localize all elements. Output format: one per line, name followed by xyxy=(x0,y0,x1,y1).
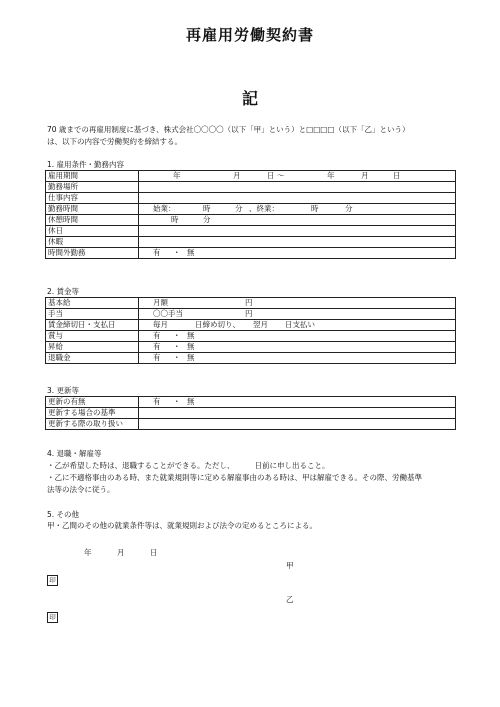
value-part: 有 xyxy=(153,342,161,351)
value-part: 無 xyxy=(187,248,195,257)
value-part: 分 xyxy=(203,215,211,224)
value-part: 無 xyxy=(187,353,195,362)
employment-conditions-table xyxy=(45,170,456,259)
table-row xyxy=(46,193,456,204)
intro-paragraph xyxy=(47,124,467,148)
value-part: ・ xyxy=(173,342,181,351)
value-part: ・ xyxy=(173,353,181,362)
value-part: 分 xyxy=(235,204,243,213)
row-value[interactable] xyxy=(139,248,456,259)
row-label: 更新する際の取り扱い xyxy=(46,419,139,430)
value-part: 無 xyxy=(187,331,195,340)
row-label: 時間外勤務 xyxy=(46,248,139,259)
value-part: 日 〜 xyxy=(267,171,285,180)
row-value[interactable] xyxy=(139,419,456,430)
row-value[interactable] xyxy=(139,193,456,204)
table-row xyxy=(46,342,456,353)
seal-a-mark: 印 xyxy=(47,575,58,586)
value-part: 有 xyxy=(153,248,161,257)
intro-line-2: は、以下の内容で労働契約を締結する。 xyxy=(47,137,182,146)
value-part: ・ xyxy=(173,331,181,340)
table-row xyxy=(46,353,456,364)
row-label: 退職金 xyxy=(46,353,139,364)
row-value[interactable] xyxy=(139,309,456,320)
value-part: 時 xyxy=(203,204,211,213)
row-label: 休憩時間 xyxy=(46,215,139,226)
row-value[interactable] xyxy=(139,408,456,419)
renewal-table xyxy=(45,396,456,430)
row-value[interactable] xyxy=(139,353,456,364)
row-label: 賞与 xyxy=(46,331,139,342)
row-label: 手当 xyxy=(46,309,139,320)
row-label: 勤務場所 xyxy=(46,182,139,193)
row-label: 更新する場合の基準 xyxy=(46,408,139,419)
value-part: 有 xyxy=(153,397,161,406)
value-part: 有 xyxy=(153,353,161,362)
value-part: 始業： xyxy=(153,204,176,213)
line-text: ・乙が希望した時は、退職することができる。ただし、 xyxy=(47,461,235,470)
table-row xyxy=(46,237,456,248)
section-3-title: 3. 更新等 xyxy=(47,386,80,395)
row-label: 昇給 xyxy=(46,342,139,353)
seal-b-mark: 印 xyxy=(47,612,58,623)
value-part: 年 xyxy=(173,171,181,180)
document-title: 再雇用労働契約書 xyxy=(185,26,314,44)
table-row xyxy=(46,408,456,419)
row-value[interactable] xyxy=(139,342,456,353)
value-part: 翌月 xyxy=(253,320,268,329)
value-part: 日締め切り、 xyxy=(195,320,240,329)
section-4-line-2: ・乙に不適格事由のある時、また就業規則等に定める解雇事由のある時は、甲は解雇できる。その際、労働基準 xyxy=(47,473,422,482)
section-5-line-1: 甲・乙間のその他の就業条件等は、就業規則および法令の定めるところによる。 xyxy=(47,521,317,530)
line-text: 日前に申し出ること。 xyxy=(254,461,330,470)
row-value[interactable] xyxy=(139,397,456,408)
table-row xyxy=(46,215,456,226)
section-5-title: 5. その他 xyxy=(47,510,80,519)
section-1-title: 1. 雇用条件・勤務内容 xyxy=(47,160,125,169)
value-part: 無 xyxy=(187,342,195,351)
table-row xyxy=(46,419,456,430)
table-row xyxy=(46,248,456,259)
row-label: 基本給 xyxy=(46,298,139,309)
row-label: 休日 xyxy=(46,226,139,237)
intro-line-1: 70 歳までの再雇用制度に基づき、株式会社〇〇〇〇（以下「甲」という）と□□□□（以下「乙」という） xyxy=(47,125,410,134)
value-part: 日 xyxy=(393,171,401,180)
value-part: 年 xyxy=(327,171,335,180)
row-value[interactable] xyxy=(139,171,456,182)
value-part: 円 xyxy=(245,309,253,318)
ki-heading: 記 xyxy=(241,89,258,108)
value-part: 日支払い xyxy=(285,320,315,329)
row-value[interactable] xyxy=(139,226,456,237)
value-part: ・ xyxy=(173,397,181,406)
value-part: 〇〇手当 xyxy=(153,309,183,318)
table-row xyxy=(46,171,456,182)
value-part: 毎月 xyxy=(153,320,168,329)
value-part: 有 xyxy=(153,331,161,340)
table-row xyxy=(46,397,456,408)
row-value[interactable] xyxy=(139,298,456,309)
row-label: 賃金締切日・支払日 xyxy=(46,320,139,331)
table-row xyxy=(46,204,456,215)
value-part: ・ xyxy=(173,248,181,257)
party-a-label: 甲 xyxy=(286,561,294,570)
row-label: 仕事内容 xyxy=(46,193,139,204)
value-part: 時 xyxy=(171,215,179,224)
value-part: 時 xyxy=(311,204,319,213)
section-4-body xyxy=(47,460,467,496)
value-part: 、終業： xyxy=(249,204,279,213)
date-month: 月 xyxy=(117,548,125,557)
row-value[interactable] xyxy=(139,237,456,248)
table-row xyxy=(46,331,456,342)
value-part: 月 xyxy=(233,171,241,180)
row-label: 雇用期間 xyxy=(46,171,139,182)
row-label: 更新の有無 xyxy=(46,397,139,408)
table-row xyxy=(46,298,456,309)
value-part: 無 xyxy=(187,397,195,406)
value-part: 分 xyxy=(345,204,353,213)
table-row xyxy=(46,226,456,237)
wage-table xyxy=(45,297,456,364)
party-b-label: 乙 xyxy=(286,595,294,604)
row-label: 休暇 xyxy=(46,237,139,248)
value-part: 月額 xyxy=(153,298,168,307)
table-row xyxy=(46,309,456,320)
row-value[interactable] xyxy=(139,331,456,342)
section-4-title: 4. 退職・解雇等 xyxy=(47,449,102,458)
row-value[interactable] xyxy=(139,215,456,226)
row-value[interactable] xyxy=(139,204,456,215)
date-day: 日 xyxy=(150,548,158,557)
row-label: 勤務時間 xyxy=(46,204,139,215)
value-part: 月 xyxy=(361,171,369,180)
row-value[interactable] xyxy=(139,182,456,193)
section-4-line-1 xyxy=(47,460,467,472)
table-row xyxy=(46,320,456,331)
section-4-line-3: 法等の法令に従う。 xyxy=(47,485,115,494)
date-year: 年 xyxy=(84,548,92,557)
row-value[interactable] xyxy=(139,320,456,331)
section-2-title: 2. 賃金等 xyxy=(47,287,80,296)
table-row xyxy=(46,182,456,193)
value-part: 円 xyxy=(245,298,253,307)
